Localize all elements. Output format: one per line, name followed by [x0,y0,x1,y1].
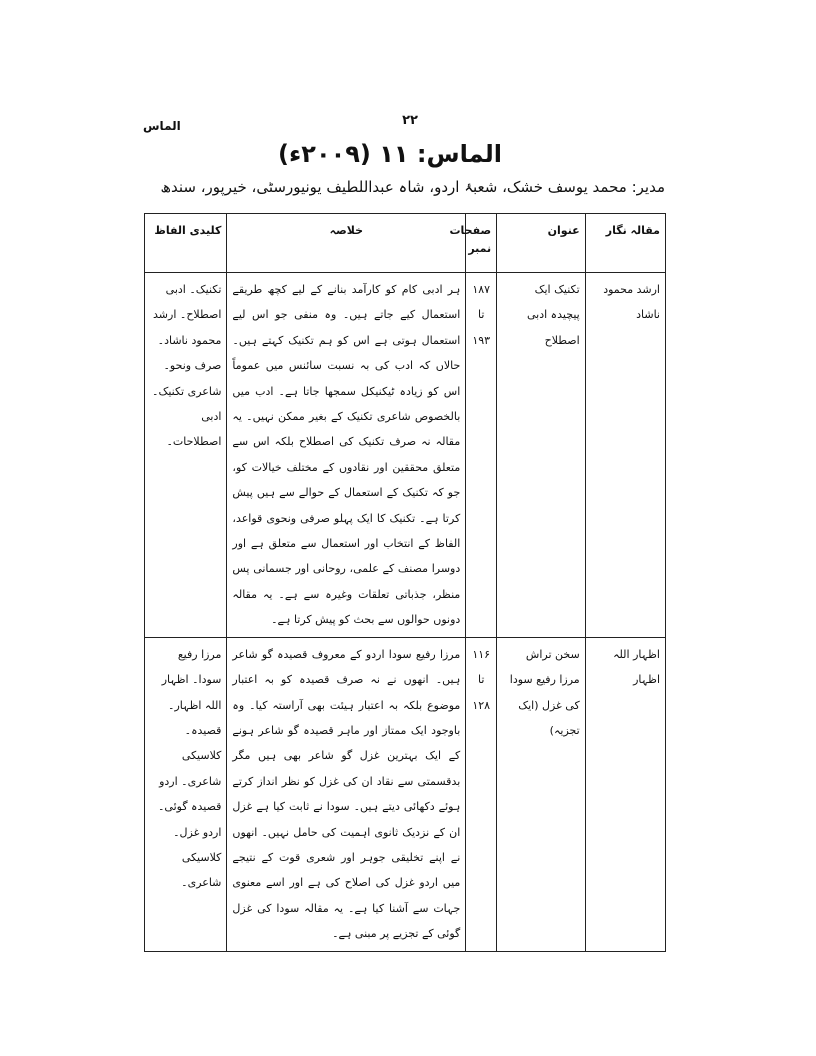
page-separator: تا [478,673,485,687]
keywords-cell: تکنیک۔ ادبی اصطلاح۔ ارشد محمود ناشاد۔ صرف ونحو۔ شاعری تکنیک۔ ادبی اصطلاحات۔ [145,273,227,638]
page-start: ۱۸۷ [472,283,491,296]
author-cell: اظہار اللہ اظہار [585,637,665,951]
page-end: ۱۲۸ [472,698,491,712]
summary-cell: ہر ادبی کام کو کارآمد بنانے کے لیے کچھ طریقے استعمال کیے جاتے ہیں۔ وہ منفی جو اس لیے استعمال ہوتی ہے اس کو ہم تکنیک کہتے ہیں۔ حالاں کہ ادب کی بہ نسبت سائنس میں عموماً اس کو زیادہ ٹیکنیکل سمجھا جاتا ہے۔ ادب میں بالخصوص شاعری تکنیک کے بغیر ممکن نہیں۔ یہ مقالہ نہ صرف تکنیک کی اصطلاح بلکہ اس سے متعلق محققین اور نقادوں کے مختلف خیالات کو، جو کہ تکنیک کے استعمال کے حوالے سے ہیں پیش کرتا ہے۔ تکنیک کا ایک پہلو صرفی ونحوی قواعد، الفاظ کے انتخاب اور استعمال سے متعلق ہے اور دوسرا مصنف کے علمی، روحانی اور جسمانی پس منظر، جذباتی تعلقات وغیرہ سے ہے۔ یہ مقالہ دونوں حوالوں سے بحث کو پیش کرتا ہے۔ [227,273,466,638]
table-row [145,273,666,638]
header-title: عنوان [497,214,586,273]
page-number: ۲۲ [402,113,418,128]
editor-line: مدیر: محمد یوسف خشک، شعبۂ اردو، شاہ عبداللطیف یونیورسٹی، خیرپور، سندھ [160,178,665,196]
page-separator: تا [478,308,485,322]
pages-cell [466,273,497,638]
keywords-cell: مرزا رفیع سودا۔ اظہار اللہ اظہار۔ قصیدہ۔ کلاسیکی شاعری۔ اردو قصیدہ گوئی۔ اردو غزل۔ کلاسیکی شاعری۔ [145,637,227,951]
page-start: ۱۱۶ [472,647,491,661]
pages-cell [466,637,497,951]
header-keywords: کلیدی الفاظ [145,214,227,273]
summary-cell: مرزا رفیع سودا اردو کے معروف قصیدہ گو شاعر ہیں۔ انھوں نے نہ صرف قصیدہ کو بہ اعتبار موضوع بلکہ بہ اعتبار ہیئت بھی آراستہ کیا۔ وہ باوجود ایک ممتاز اور ماہر قصیدہ گو شاعر ہونے کے ایک بہترین غزل گو شاعر بھی ہیں مگر بدقسمتی سے نقاد ان کی غزل کو نظر انداز کرتے ہوئے دکھائی دیتے ہیں۔ سودا نے ثابت کیا ہے غزل ان کے نزدیک ثانوی اہمیت کی حامل نہیں۔ انھوں نے اپنے تخلیقی جوہر اور شعری قوت کے نتیجے میں اردو غزل کی اصلاح کی ہے اور اسے معنوی جہات سے آشنا کیا ہے۔ یہ مقالہ سودا کی غزل گوئی کے تجزیے پر مبنی ہے۔ [227,637,466,951]
running-head: الماس [143,119,181,133]
header-summary: خلاصہ [227,214,466,273]
journal-title: الماس: ۱۱ (۲۰۰۹ء) [278,140,502,168]
page-end: ۱۹۳ [472,333,491,347]
author-cell: ارشد محمود ناشاد [585,273,665,638]
header-author: مقالہ نگار [585,214,665,273]
table-header-row [145,214,666,273]
table-row [145,637,666,951]
title-cell: سخن تراش مرزا رفیع سودا کی غزل (ایک تجزیہ) [497,637,586,951]
article-index-table [144,213,666,952]
title-cell: تکنیک ایک پیچیدہ ادبی اصطلاح [497,273,586,638]
header-pages: صفحات نمبر [466,214,497,273]
